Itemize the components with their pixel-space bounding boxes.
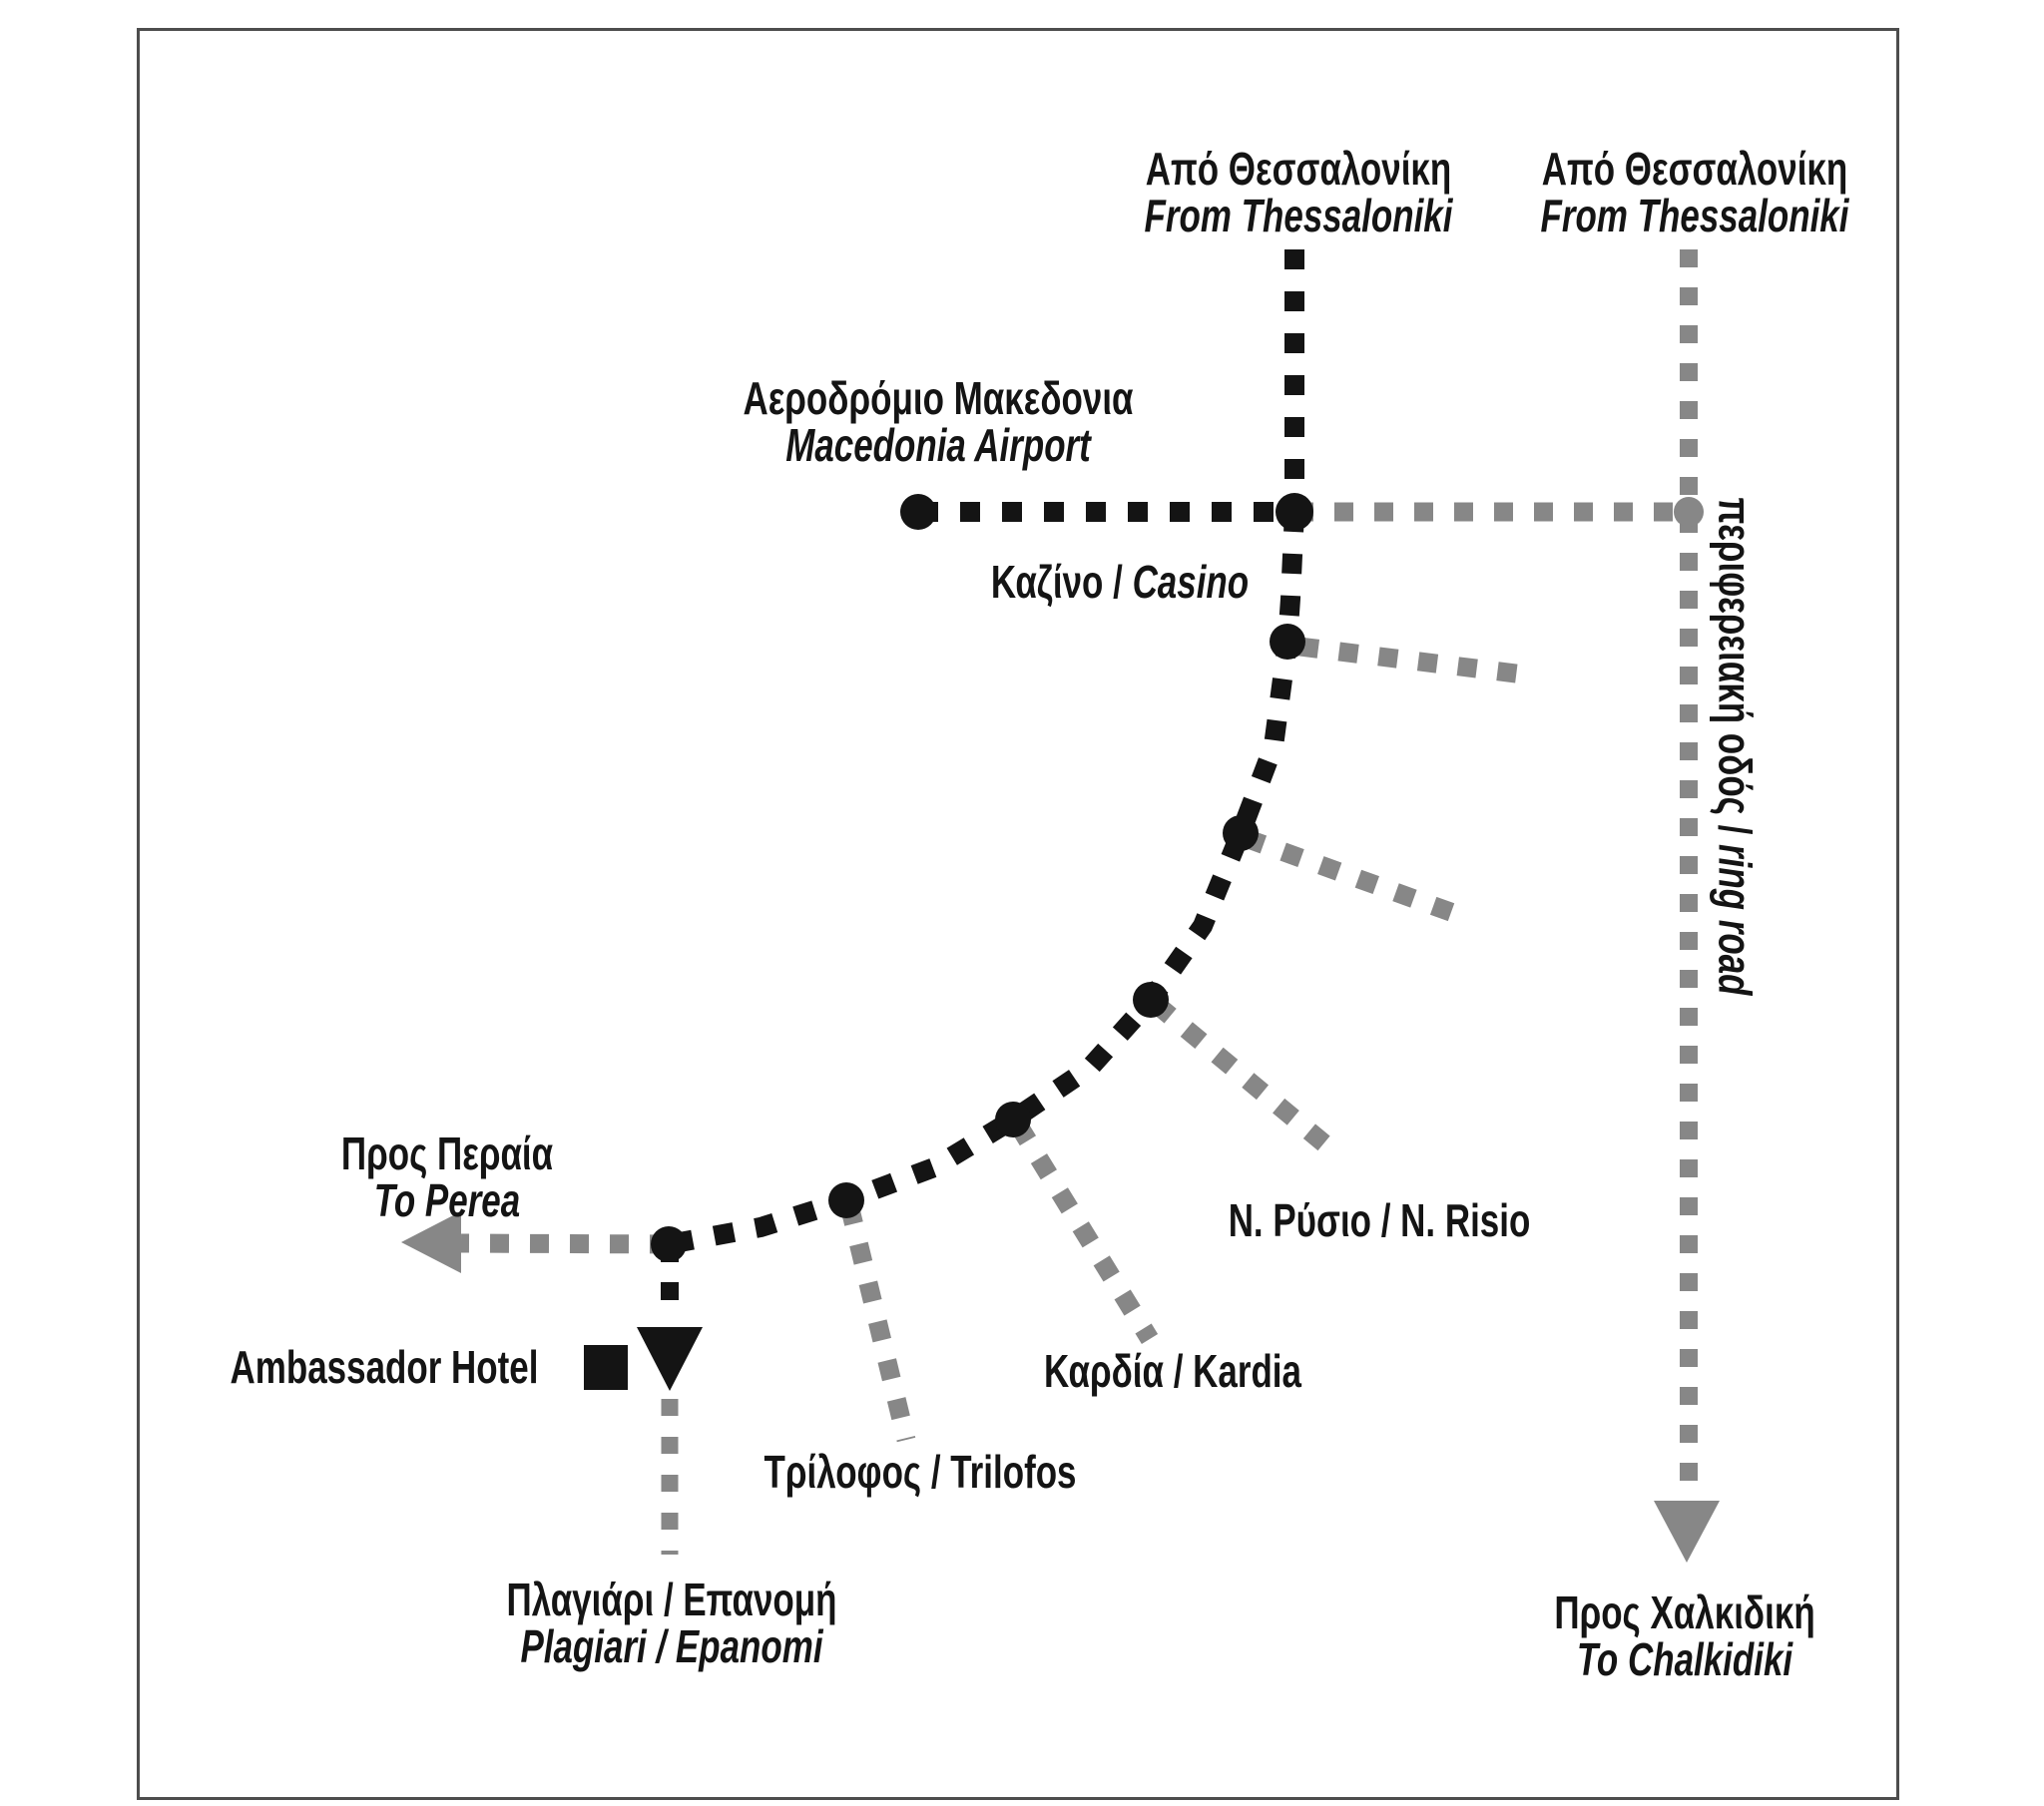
label-trilofos <box>764 1446 1077 1498</box>
label-greek-line: Από Θεσσαλονίκη <box>1541 143 1848 195</box>
label-plagiari-epanomi <box>506 1574 837 1672</box>
label-english-part: N. Risio <box>1400 1194 1531 1246</box>
label-greek-part: περιφερειακή οδός <box>1709 497 1762 815</box>
label-greek-part: Καζίνο <box>990 556 1104 608</box>
branch-exit-1 <box>1299 647 1524 675</box>
label-english-line: To Chalkidiki <box>1576 1633 1793 1685</box>
label-greek-part: Καρδία <box>1044 1345 1165 1397</box>
label-separator: / <box>1371 1194 1401 1246</box>
marker-hotel-square <box>584 1345 628 1390</box>
label-n-risio <box>1228 1194 1531 1246</box>
label-greek-part: N. Ρύσιο <box>1228 1194 1372 1246</box>
label-english-line: From Thessaloniki <box>1540 190 1849 241</box>
label-casino <box>990 556 1250 608</box>
node-ring-junction <box>1674 497 1704 527</box>
label-to-perea <box>341 1130 553 1224</box>
label-separator: / <box>1709 814 1762 845</box>
label-english-line: To Perea <box>373 1174 521 1226</box>
label-english-line: Macedonia Airport <box>785 419 1091 471</box>
label-separator: / <box>1103 556 1133 608</box>
label-greek-line: Πλαγιάρι / Επανομή <box>506 1574 837 1625</box>
label-english-part: Casino <box>1132 556 1250 608</box>
hotel-name: Ambassador Hotel <box>230 1341 539 1393</box>
branch-exit-4 <box>1018 1125 1150 1339</box>
arrow-to-chalkidiki <box>1654 1501 1720 1563</box>
node-exit-2 <box>1223 815 1259 851</box>
label-ring-road <box>1709 497 1762 996</box>
arrow-hotel <box>637 1327 703 1391</box>
node-perea-junction <box>651 1226 687 1262</box>
label-english-line: Plagiari / Epanomi <box>520 1620 823 1672</box>
branch-exit-2 <box>1246 838 1467 918</box>
label-to-chalkidiki <box>1554 1586 1815 1685</box>
label-kardia <box>1044 1345 1301 1397</box>
branch-exit-3 <box>1156 1004 1337 1154</box>
label-separator: / <box>921 1446 951 1498</box>
label-greek-line: Αεροδρόμιο Μακεδονια <box>743 372 1134 424</box>
label-from-thessaloniki-center <box>1144 143 1453 241</box>
node-casino <box>1270 624 1305 660</box>
node-exit-3 <box>1133 982 1169 1018</box>
label-greek-line: Προς Περαία <box>340 1128 554 1179</box>
label-from-thessaloniki-ring <box>1540 143 1849 241</box>
label-separator: / <box>1164 1345 1194 1397</box>
node-junction <box>1276 493 1313 531</box>
label-greek-line: Προς Χαλκιδική <box>1554 1586 1815 1638</box>
branch-exit-5 <box>849 1205 906 1440</box>
label-ambassador-hotel <box>230 1341 539 1393</box>
label-greek-part: Τρίλοφος <box>764 1446 922 1498</box>
label-macedonia-airport <box>743 372 1134 471</box>
road-to-perea <box>461 1243 669 1244</box>
node-exit-5 <box>828 1182 864 1218</box>
road-main-curve <box>669 512 1294 1244</box>
node-exit-4 <box>995 1102 1031 1137</box>
label-english-part: Kardia <box>1193 1345 1301 1397</box>
label-greek-line: Από Θεσσαλονίκη <box>1145 143 1452 195</box>
label-english-line: From Thessaloniki <box>1144 190 1453 241</box>
label-english-part: ring road <box>1709 844 1762 996</box>
label-english-part: Trilofos <box>950 1446 1077 1498</box>
node-airport <box>900 494 936 530</box>
